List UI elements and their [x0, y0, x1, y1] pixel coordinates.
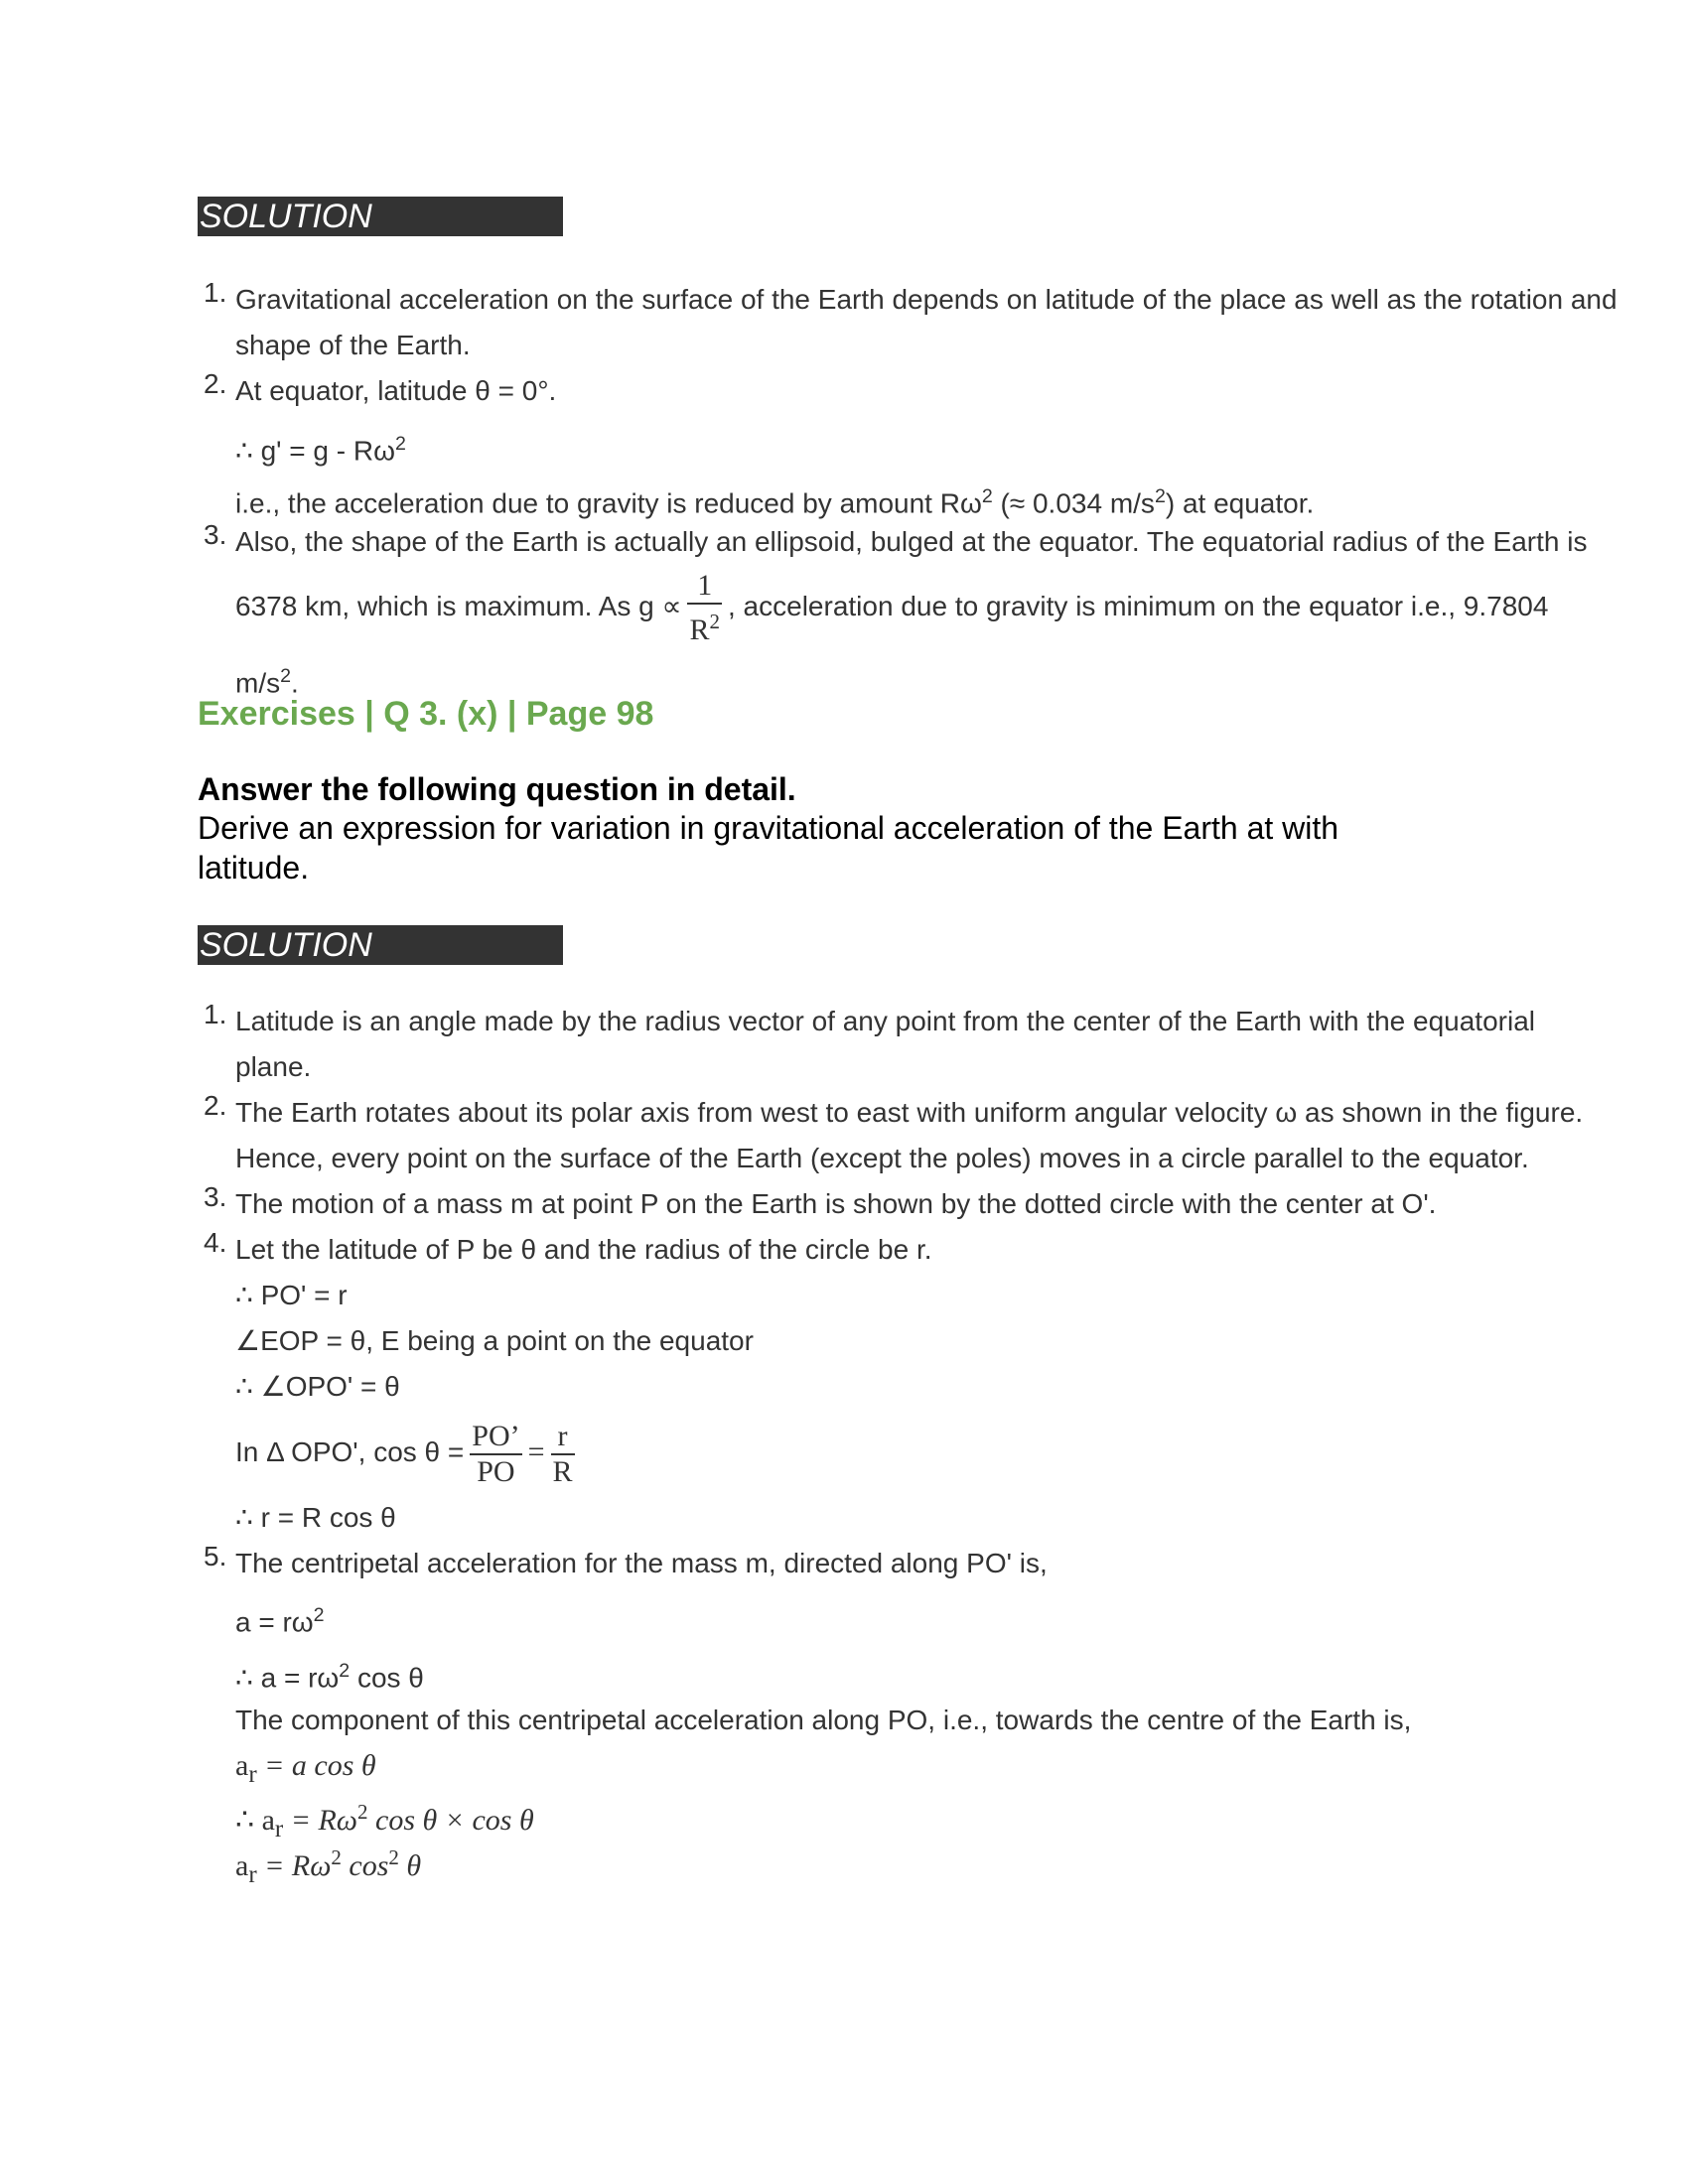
item-number: 3. [204, 519, 227, 550]
equation: $a = r\omega^2$ [235, 1604, 325, 1638]
item-number: 4. [204, 1227, 227, 1258]
item-text: The centripetal acceleration for the mass m, directed along PO' is, [235, 1548, 1048, 1578]
solution-list [198, 999, 1627, 1888]
item-number: 3. [204, 1181, 227, 1212]
item-text: Also, the shape of the Earth is actually an ellipsoid, bulged at the equator. The equatorial radius of the Earth is [235, 526, 1588, 557]
item-number: 2. [204, 1090, 227, 1121]
fraction: $\frac{1}{R^2}$ [689, 569, 720, 647]
item-text: Latitude is an angle made by the radius vector of any point from the center of the Earth with the equatorial [235, 1006, 1535, 1036]
item-number: 5. [204, 1541, 227, 1571]
item-number: 2. [204, 368, 227, 399]
item-text: Gravitational acceleration on the surface of the Earth depends on latitude of the place as well as the rotation and [235, 284, 1618, 315]
fraction: $\frac{PO’}{PO}$ [472, 1419, 520, 1488]
equation: In Δ OPO', cos θ = $\frac{PO’}{PO}$ = $\frac{r}{R}$ [235, 1419, 573, 1488]
equation: ∴ r = R cos θ [235, 1502, 396, 1533]
item-text: Hence, every point on the surface of the Earth (except the poles) moves in a circle parallel to the equator. [235, 1143, 1529, 1173]
item-text: At equator, latitude θ = 0°. [235, 375, 557, 406]
item-text: Let the latitude of P be θ and the radius of the circle be r. [235, 1234, 932, 1265]
list-item [198, 1541, 1627, 1888]
item-text: shape of the Earth. [235, 330, 471, 360]
item-text: $m/s^2$. [235, 665, 299, 699]
equation: ∴ $g' = g - R\omega^2$ [235, 433, 406, 467]
item-text: plane. [235, 1051, 312, 1082]
equation: ∴ $a_r = R\omega^2$ cos θ × cos θ [235, 1800, 534, 1843]
list-item [198, 519, 1627, 704]
list-item [198, 1181, 1627, 1227]
equation: $a_r = R\omega^2$ $\cos^2 \theta$ [235, 1845, 422, 1888]
list-item [198, 368, 1627, 519]
equation: ∴ PO' = r [235, 1280, 348, 1310]
equation: $a_r = a$ cos θ [235, 1749, 376, 1788]
list-item [198, 999, 1627, 1090]
list-item [198, 1090, 1627, 1181]
list-item [198, 277, 1627, 368]
equation: ∴ ∠OPO' = θ [235, 1371, 400, 1402]
item-number: 1. [204, 277, 227, 308]
item-text: The motion of a mass m at point P on the Earth is shown by the dotted circle with the center at O'. [235, 1188, 1437, 1219]
question-text: Derive an expression for variation in gravitational acceleration of the Earth at with latitude. [198, 810, 1339, 886]
item-text: i.e., the acceleration due to gravity is reduced by amount $R\omega^2$ (≈ 0.034 $m/s^2$) at equator. [235, 485, 1315, 519]
item-text: The Earth rotates about its polar axis from west to east with uniform angular velocity ω as shown in the figure. [235, 1097, 1584, 1128]
equation: ∴ $a = r\omega^2$ cos θ [235, 1660, 424, 1694]
item-number: 1. [204, 999, 227, 1029]
exercise-heading: Exercises | Q 3. (x) | Page 98 [198, 695, 654, 733]
question-block [198, 770, 1449, 887]
equation: ∠EOP = θ, E being a point on the equator [235, 1325, 754, 1356]
solution-badge: SOLUTION [198, 197, 563, 236]
item-text: 6378 km, which is maximum. As g ∝ $\frac{1}{R^2}$ , acceleration due to gravity is minimum on the equator i.e., 9.7804 [235, 569, 1549, 647]
solution-list [198, 277, 1627, 704]
question-title: Answer the following question in detail. [198, 771, 796, 807]
solution-badge: SOLUTION [198, 925, 563, 965]
list-item [198, 1227, 1627, 1541]
fraction: $\frac{r}{R}$ [552, 1419, 573, 1488]
item-text: The component of this centripetal acceleration along PO, i.e., towards the centre of the Earth is, [235, 1705, 1412, 1735]
